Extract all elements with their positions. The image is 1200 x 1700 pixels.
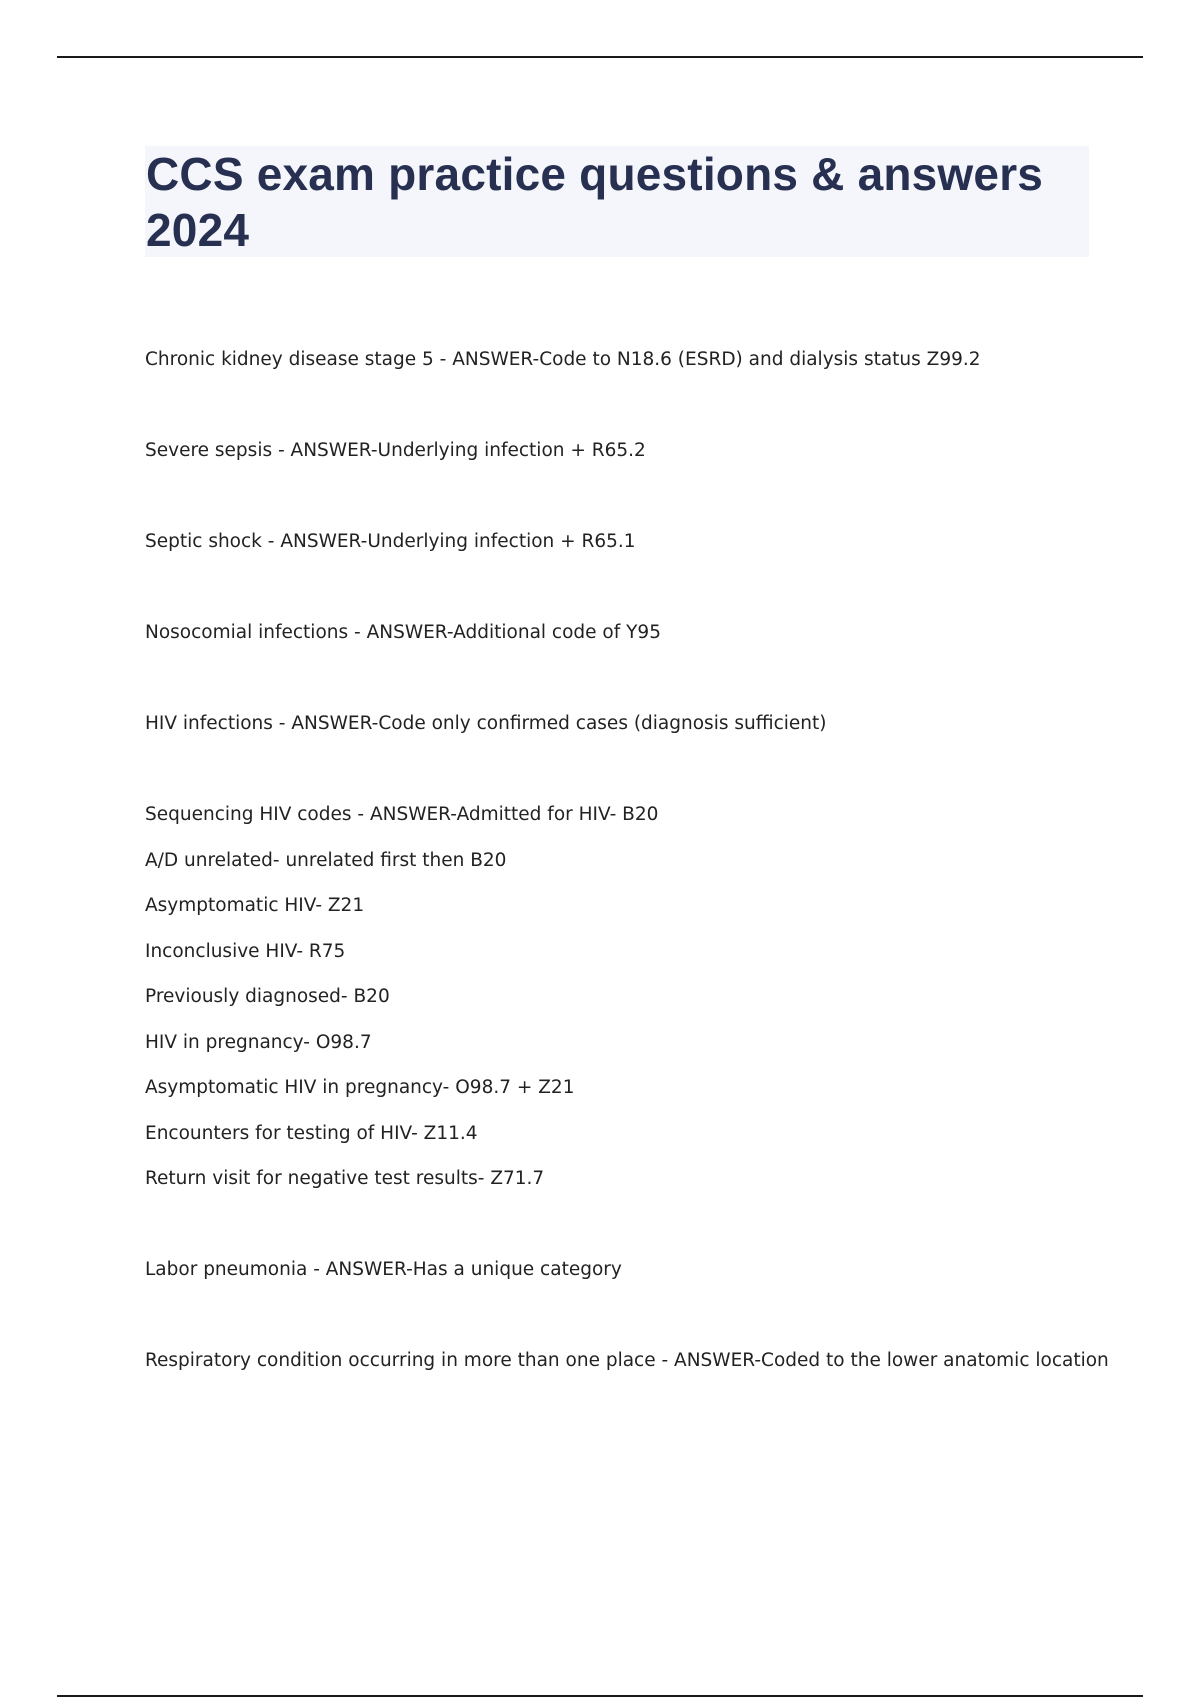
question-text: Septic shock <box>145 531 262 552</box>
answer-text: Code only confirmed cases (diagnosis sufficient) <box>378 713 827 734</box>
answer-continuation-line: Asymptomatic HIV- Z21 <box>145 895 365 916</box>
answer-continuation-line: Previously diagnosed- B20 <box>145 986 390 1007</box>
answer-text: Admitted for HIV- B20 <box>456 804 659 825</box>
answer-text: Underlying infection + R65.1 <box>367 531 636 552</box>
qa-entry <box>145 803 658 827</box>
qa-entry <box>145 621 661 645</box>
answer-continuation-line: A/D unrelated- unrelated first then B20 <box>145 850 507 871</box>
answer-text: Coded to the lower anatomic location <box>761 1350 1109 1371</box>
answer-separator: - ANSWER- <box>272 713 379 734</box>
question-text: Labor pneumonia <box>145 1259 308 1280</box>
qa-entry <box>145 712 827 736</box>
answer-continuation-line: HIV in pregnancy- O98.7 <box>145 1032 372 1053</box>
answer-continuation-line: Asymptomatic HIV in pregnancy- O98.7 + Z21 <box>145 1077 575 1098</box>
answer-text: Has a unique category <box>412 1259 622 1280</box>
answer-separator: - ANSWER- <box>307 1259 413 1280</box>
answer-separator: - ANSWER- <box>348 622 454 643</box>
footer-rule <box>57 1695 1143 1697</box>
qa-entry <box>145 439 646 463</box>
question-text: HIV infections <box>145 713 273 734</box>
header-rule <box>57 56 1143 58</box>
answer-continuation-line: Inconclusive HIV- R75 <box>145 941 346 962</box>
answer-separator: - ANSWER- <box>272 440 378 461</box>
answer-continuation-line: Return visit for negative test results- Z71.7 <box>145 1168 545 1189</box>
answer-text: Code to N18.6 (ESRD) and dialysis status Z99.2 <box>539 349 981 370</box>
answer-continuation-line: Encounters for testing of HIV- Z11.4 <box>145 1123 478 1144</box>
qa-entry <box>145 530 636 554</box>
question-text: Sequencing HIV codes <box>145 804 352 825</box>
document-title: CCS exam practice questions & answers 2024 <box>146 148 1044 256</box>
question-text: Chronic kidney disease stage 5 <box>145 349 434 370</box>
qa-entry <box>145 348 981 372</box>
question-text: Nosocomial infections <box>145 622 349 643</box>
answer-text: Additional code of Y95 <box>453 622 661 643</box>
qa-entry <box>145 1258 622 1282</box>
answer-text: Underlying infection + R65.2 <box>377 440 646 461</box>
question-text: Respiratory condition occurring in more than one place <box>145 1350 656 1371</box>
answer-separator: - ANSWER- <box>351 804 457 825</box>
qa-entry <box>145 1349 1109 1373</box>
question-text: Severe sepsis <box>145 440 273 461</box>
answer-separator: - ANSWER- <box>433 349 540 370</box>
answer-separator: - ANSWER- <box>655 1350 762 1371</box>
answer-separator: - ANSWER- <box>261 531 368 552</box>
